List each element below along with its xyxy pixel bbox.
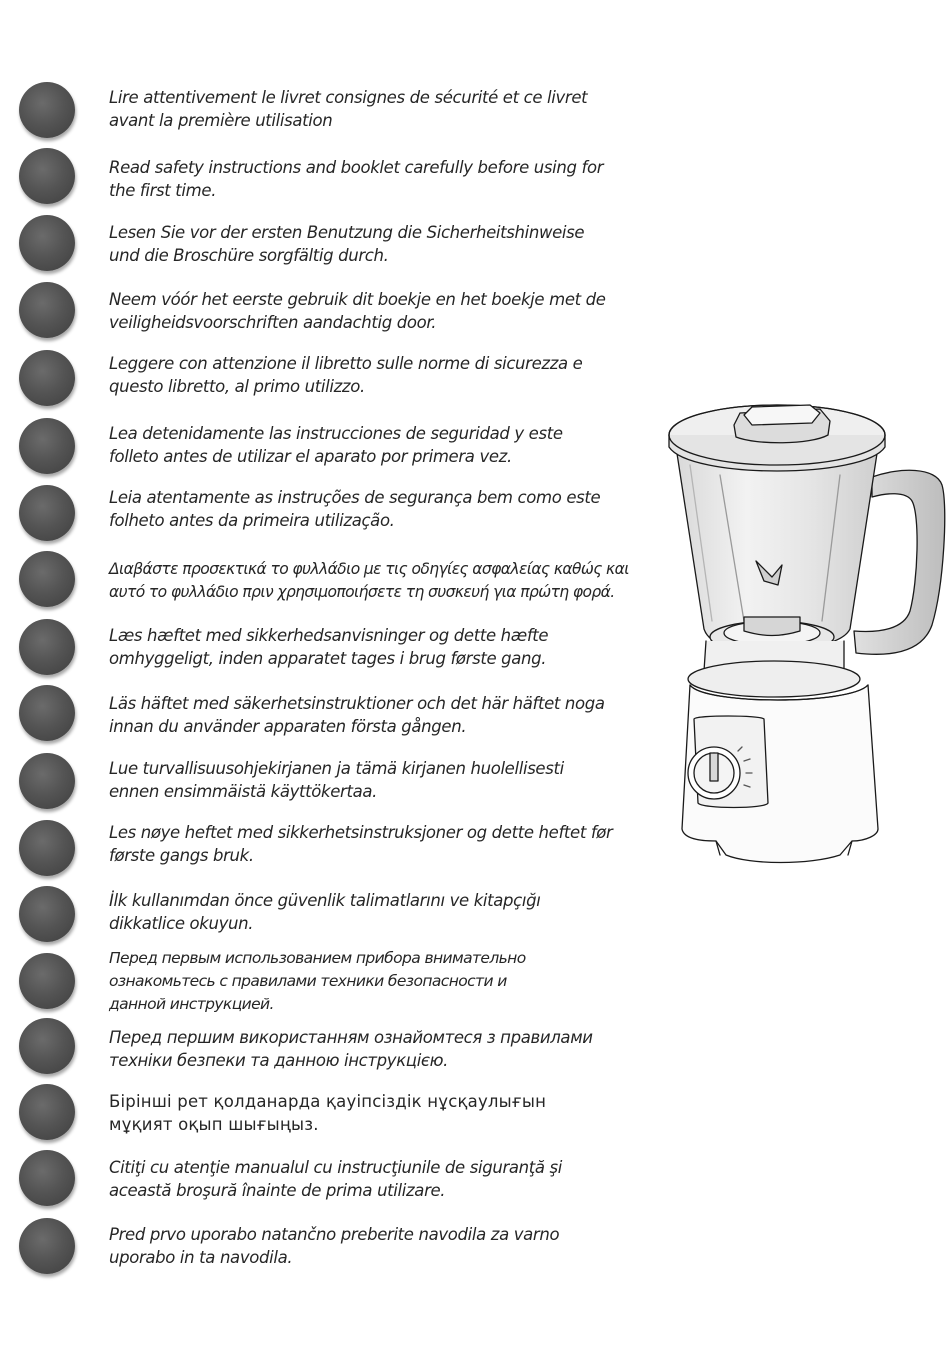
instruction-text: Leia atentamente as instruções de segurança bem como este folheto antes da primeira utilização. <box>109 488 601 530</box>
instruction-text: Leggere con attenzione il libretto sulle norme di sicurezza e questo libretto, al primo utilizzo. <box>109 354 583 396</box>
instruction-text: Перед первым использованием прибора внимательно ознакомьтесь с правилами техники безопасности и данной инструкцией. <box>109 949 526 1013</box>
language-bullet-icon <box>19 1018 75 1074</box>
language-bullet-icon <box>19 1150 75 1206</box>
language-bullet-icon <box>19 619 75 675</box>
language-bullet-icon <box>19 1218 75 1274</box>
language-bullet-icon <box>19 1084 75 1140</box>
instruction-text: Neem vóór het eerste gebruik dit boekje en het boekje met de veiligheidsvoorschriften aandachtig door. <box>109 290 606 332</box>
instruction-text: Lesen Sie vor der ersten Benutzung die Sicherheitshinweise und die Broschüre sorgfältig durch. <box>109 223 585 265</box>
language-bullet-icon <box>19 350 75 406</box>
language-bullet-icon <box>19 685 75 741</box>
instruction-text: Lire attentivement le livret consignes de sécurité et ce livret avant la première utilisation <box>109 88 588 130</box>
instruction-text: Läs häftet med säkerhetsinstruktioner och det här häftet noga innan du använder apparaten första gången. <box>109 694 605 736</box>
language-bullet-icon <box>19 820 75 876</box>
language-bullet-icon <box>19 953 75 1009</box>
language-bullet-icon <box>19 753 75 809</box>
instruction-text: Бірінші рет қолданарда қауіпсіздік нұсқаулығын мұқият оқып шығыңыз. <box>109 1092 547 1134</box>
language-bullet-icon <box>19 418 75 474</box>
blender-illustration-icon <box>660 385 950 895</box>
language-bullet-icon <box>19 148 75 204</box>
instruction-text: Citiţi cu atenţie manualul cu instrucţiunile de siguranţă şi această broşură înainte de prima utilizare. <box>109 1158 563 1200</box>
instruction-text: Læs hæftet med sikkerhedsanvisninger og dette hæfte omhyggeligt, inden apparatet tages i brug første gang. <box>109 626 549 668</box>
instruction-text: Διαβάστε προσεκτικά το φυλλάδιο με τις οδηγίες ασφαλείας καθώς και αυτό το φυλλάδιο πριν χρησιμοποιήσετε τη συσκευή για πρώτη φορά. <box>109 560 629 601</box>
instruction-text: Lue turvallisuusohjekirjanen ja tämä kirjanen huolellisesti ennen ensimmäistä käyttökertaa. <box>109 759 564 801</box>
instruction-text: Les nøye heftet med sikkerhetsinstruksjoner og dette heftet før første gangs bruk. <box>109 823 613 865</box>
instruction-text: Перед першим використанням ознайомтеся з правилами техніки безпеки та данною інструкцією. <box>109 1028 593 1070</box>
language-bullet-icon <box>19 886 75 942</box>
instruction-text: Pred prvo uporabo natančno preberite navodila za varno uporabo in ta navodila. <box>109 1225 560 1267</box>
language-bullet-icon <box>19 551 75 607</box>
language-bullet-icon <box>19 282 75 338</box>
instruction-text: Lea detenidamente las instrucciones de seguridad y este folleto antes de utilizar el aparato por primera vez. <box>109 424 563 466</box>
instruction-text: Read safety instructions and booklet carefully before using for the first time. <box>109 158 604 200</box>
language-bullet-icon <box>19 485 75 541</box>
language-bullet-icon <box>19 215 75 271</box>
instruction-text: İlk kullanımdan önce güvenlik talimatlarını ve kitapçığı dikkatlice okuyun. <box>109 891 541 933</box>
language-bullet-icon <box>19 82 75 138</box>
